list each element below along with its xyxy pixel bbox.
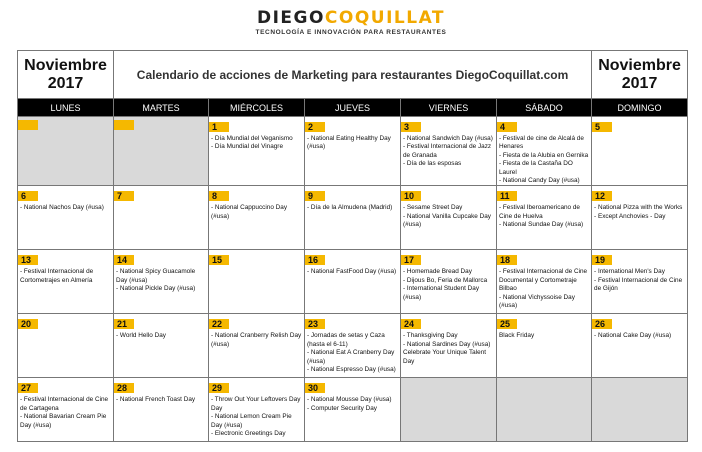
logo-part-1: DIEGO [256,8,325,28]
day-number: 29 [209,383,229,393]
day-number: 20 [18,319,38,329]
day-cell [209,117,305,186]
calendar-week-row [18,186,688,250]
event-list [305,332,400,374]
event-list [401,135,496,169]
weekday-header: LUNES [18,99,114,117]
month-label-left [18,51,114,99]
day-cell [592,314,688,378]
event-item: - National Mousse Day (#usa) [307,396,392,404]
event-item: - National French Toast Day [116,396,196,404]
event-item: - National Cranberry Relish Day (#usa) [211,332,302,348]
event-item: - Festival Iberoamericano de Cine de Huelva [499,204,580,220]
day-number: 6 [18,191,38,201]
calendar-table [17,50,688,442]
day-cell [592,378,688,442]
event-item: - Festival de cine de Alcalá de Henares [499,135,584,151]
event-item: - Except Anchovies - Day [594,212,666,220]
calendar-weeks [18,117,688,442]
event-item: - National Candy Day (#usa) [499,177,580,185]
event-item: - National Vanilla Cupcake Day (#usa) [403,212,491,229]
event-item: - National Bavarian Cream Pie Day (#usa) [20,413,107,429]
event-item: - Sesame Street Day [403,204,463,212]
day-cell [18,378,114,442]
weekday-header: MARTES [114,99,209,117]
logo-wordmark [0,8,702,28]
event-list [305,396,400,413]
day-cell [592,117,688,186]
event-list [401,332,496,366]
day-cell [114,314,209,378]
day-number: 21 [114,319,134,329]
weekday-header: JUEVES [305,99,401,117]
event-item: - Festival Internacional de Cine de Gijón [594,276,683,293]
calendar-week-row [18,117,688,186]
event-list [114,268,208,293]
event-list [592,332,687,340]
event-item: - Día Mundial del Veganismo [211,135,293,142]
day-number: 30 [305,383,325,393]
event-list [497,204,591,229]
event-item: - National Vichyssoise Day (#usa) [499,293,575,310]
event-item: - National Sandwich Day (#usa) [403,135,493,142]
year-left: 2017 [47,74,84,92]
event-item: - Festival Internacional de Jazz de Granada [403,143,492,159]
day-number [18,120,38,130]
calendar-week-row [18,378,688,442]
day-number: 3 [401,122,421,132]
day-number: 7 [114,191,134,201]
event-item: - Jornadas de setas y Caza (hasta el 6-11) [307,332,385,348]
event-list [401,268,496,302]
event-item: - Festival Internacional de Cortometrajes en Almería [20,268,94,284]
day-cell [18,186,114,250]
day-cell [305,250,401,314]
day-number: 28 [114,383,134,393]
calendar-header-row [18,51,688,99]
event-item: - Festival Internacional de Cine de Cartagena [20,396,109,412]
logo [0,8,702,36]
day-number: 27 [18,383,38,393]
event-item: - National Nachos Day (#usa) [20,204,104,212]
event-item: - Homemade Bread Day [403,268,472,276]
event-list [18,268,113,285]
day-cell [497,186,592,250]
day-number: 23 [305,319,325,329]
event-item: - National Pizza with the Works [594,204,683,212]
day-number: 13 [18,255,38,265]
event-item: - Fiesta de la Castaña DO Laurel [499,160,573,176]
event-item: - Día de las esposas [403,160,462,168]
day-cell [305,186,401,250]
year-right: 2017 [621,74,658,92]
event-list [497,268,591,310]
event-list [209,135,304,152]
event-list [114,396,208,404]
calendar-week-row [18,250,688,314]
event-item: - Electronic Greetings Day [211,430,286,438]
day-number: 22 [209,319,229,329]
day-cell [497,250,592,314]
day-cell [209,314,305,378]
weekday-header: DOMINGO [592,99,688,117]
event-item: - Festival Internacional de Cine Documental y Cortometraje Bilbao [499,268,588,293]
day-cell [114,250,209,314]
event-list [209,396,304,438]
event-item: - National Eating Healthy Day (#usa) [307,135,391,151]
event-item: - International Men's Day [594,268,665,276]
day-number: 26 [592,319,612,329]
event-list [592,204,687,221]
day-number: 25 [497,319,517,329]
event-item: - International Student Day (#usa) [403,285,480,301]
day-cell [401,117,497,186]
event-list [114,332,208,340]
day-cell [114,117,209,186]
day-cell [114,378,209,442]
month-label-right [592,51,688,99]
day-cell [497,378,592,442]
event-item: - National Sundae Day (#usa) [499,221,584,229]
day-number: 18 [497,255,517,265]
day-number: 17 [401,255,421,265]
event-item: - National Cake Day (#usa) [594,332,672,340]
day-number: 5 [592,122,612,132]
event-item: - Dijous Bo, Feria de Mallorca [403,276,488,284]
day-cell [305,117,401,186]
logo-part-2: COQUILLAT [324,8,446,28]
day-cell [18,117,114,186]
event-list [209,204,304,221]
day-cell [401,378,497,442]
day-cell [592,250,688,314]
event-item: Black Friday [499,332,535,340]
event-list [497,135,591,185]
day-cell [305,378,401,442]
day-cell [401,250,497,314]
event-item: - Día Mundial del Vinagre [211,143,283,151]
day-number: 9 [305,191,325,201]
month-name-left: Noviembre [24,56,107,74]
event-list [18,204,113,212]
event-item: - National Pickle Day (#usa) [116,285,196,293]
day-cell [209,186,305,250]
weekday-header-row [18,99,688,117]
event-item: - Computer Security Day [307,404,377,412]
event-list [305,204,400,212]
day-number: 24 [401,319,421,329]
event-item: - National Cappuccino Day (#usa) [211,204,288,220]
day-cell [209,378,305,442]
day-cell [497,117,592,186]
logo-tagline: TECNOLOGÍA E INNOVACIÓN PARA RESTAURANTES [255,29,447,36]
event-item: - National Lemon Cream Pie Day (#usa) [211,413,292,429]
event-item: - National Spicy Guacamole Day (#usa) [116,268,196,284]
event-list [305,135,400,152]
weekday-header: VIERNES [401,99,497,117]
day-number: 12 [592,191,612,201]
day-number: 16 [305,255,325,265]
event-item: - National Sardines Day (#usa) [403,340,491,348]
day-number: 2 [305,122,325,132]
event-list [401,204,496,229]
day-number: 19 [592,255,612,265]
day-number: 8 [209,191,229,201]
day-cell [497,314,592,378]
day-cell [18,314,114,378]
event-list [592,268,687,293]
day-cell [114,186,209,250]
day-number: 4 [497,122,517,132]
weekday-header: MIÉRCOLES [209,99,305,117]
event-list [18,396,113,430]
day-cell [592,186,688,250]
calendar-title-cell [114,51,592,99]
event-list [305,268,400,276]
event-item: - National Eat A Cranberry Day (#usa) [307,349,395,365]
day-number: 1 [209,122,229,132]
event-item: - National Espresso Day (#usa) [307,366,396,374]
day-cell [401,186,497,250]
event-item: - Thanksgiving Day [403,332,458,340]
event-item: - Fiesta de la Alubia en Gernika [499,151,589,159]
day-cell [209,250,305,314]
event-list [497,332,591,340]
day-number: 14 [114,255,134,265]
event-item: - Día de la Almudena (Madrid) [307,204,393,212]
calendar-week-row [18,314,688,378]
day-number: 15 [209,255,229,265]
month-name-right: Noviembre [598,56,681,74]
day-number: 11 [497,191,517,201]
event-item: - Throw Out Your Leftovers Day Day [211,396,301,412]
event-list [209,332,304,349]
day-cell [401,314,497,378]
day-cell [18,250,114,314]
event-item: - World Hello Day [116,332,166,340]
event-item: - National FastFood Day (#usa) [307,268,397,276]
day-cell [305,314,401,378]
day-number [114,120,134,130]
weekday-header: SÁBADO [497,99,592,117]
event-item: Celebrate Your Unique Talent Day [403,349,487,365]
calendar-title: Calendario de acciones de Marketing para restaurantes DiegoCoquillat.com [136,67,569,82]
day-number: 10 [401,191,421,201]
